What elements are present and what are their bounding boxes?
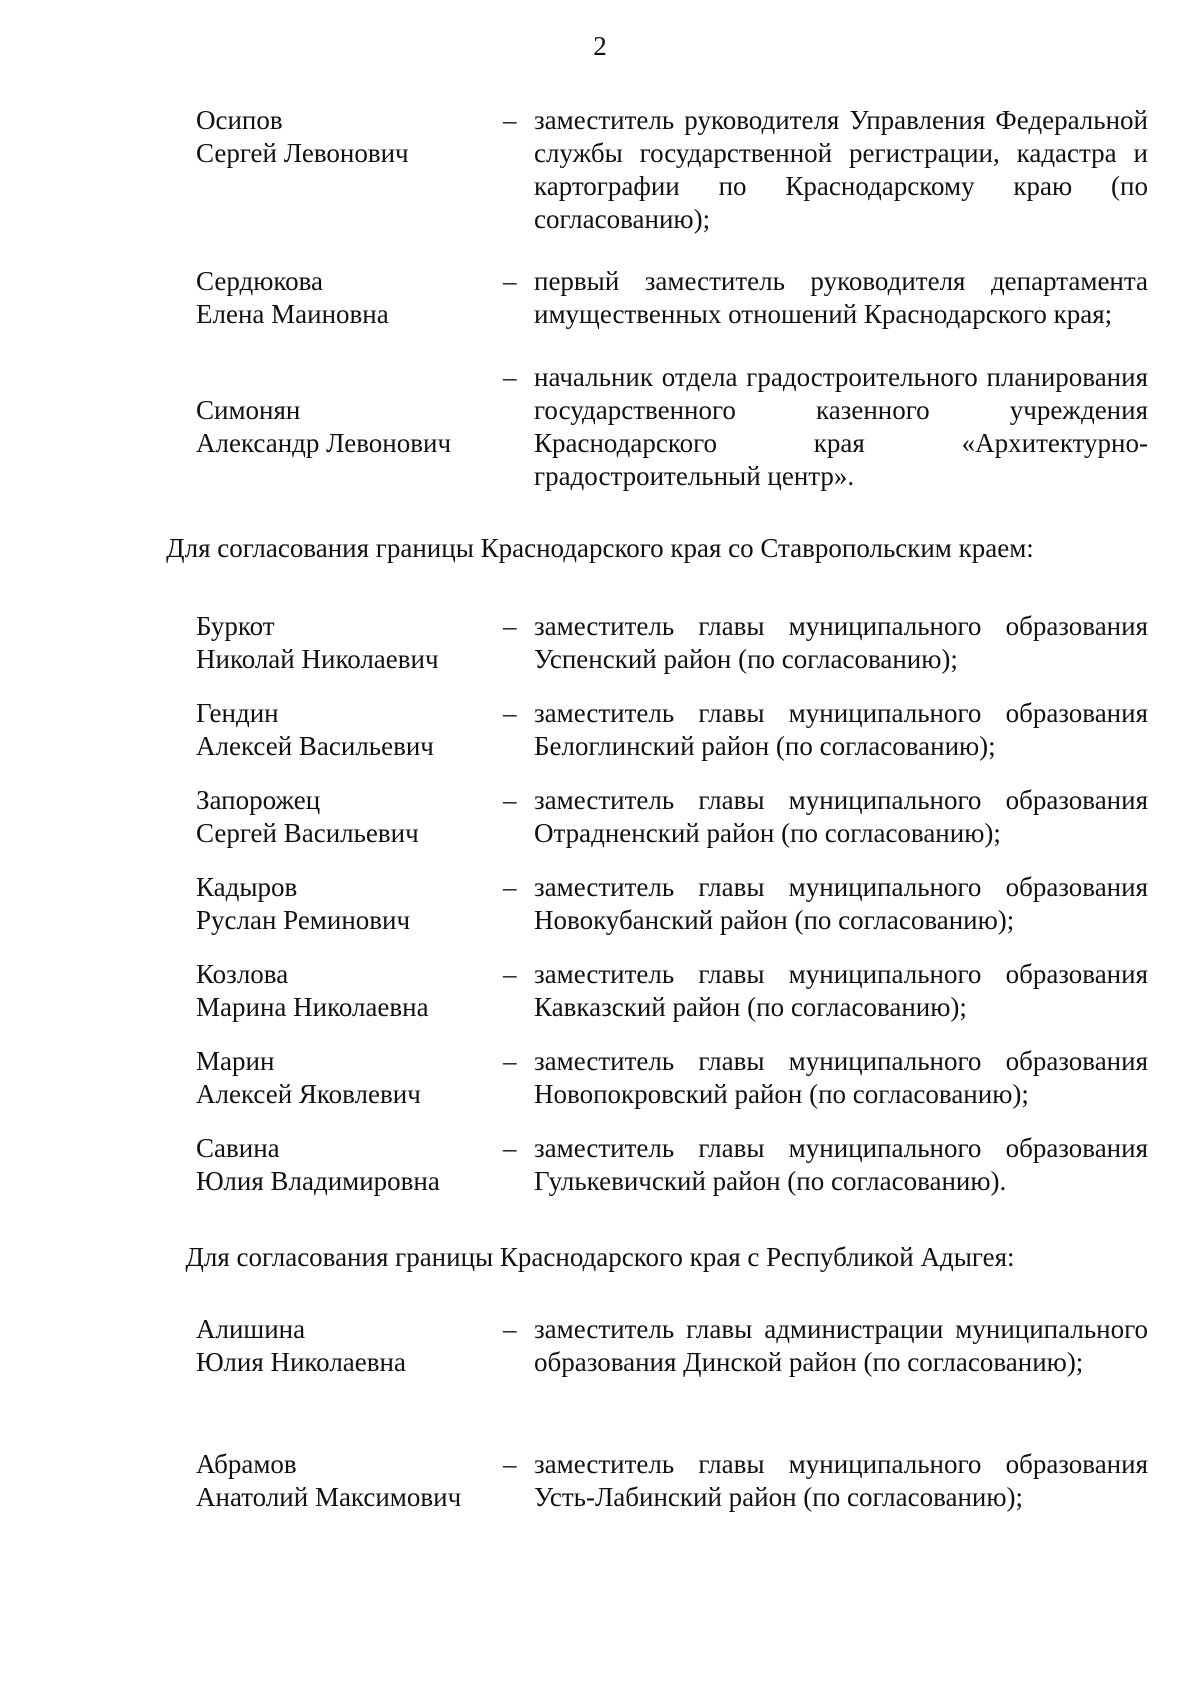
member-role: заместитель главы муниципального образования Новопокровский район (по согласованию); — [534, 1046, 1148, 1109]
dash-separator: – — [503, 872, 517, 902]
member-name — [196, 610, 486, 676]
member-given-name: Елена Маиновна — [196, 299, 389, 329]
member-surname: Кадыров — [196, 872, 298, 902]
member-role: заместитель главы администрации муниципального образования Динской район (по согласованию); — [534, 1314, 1148, 1377]
member-surname: Марин — [196, 1046, 275, 1076]
member-role: заместитель главы муниципального образования Новокубанский район (по согласованию); — [534, 872, 1148, 935]
dash-separator: – — [503, 362, 517, 392]
page-number: 2 — [593, 31, 607, 61]
member-name — [196, 1313, 486, 1379]
member-name — [196, 871, 486, 937]
member-given-name: Сергей Васильевич — [196, 818, 419, 848]
member-surname: Сердюкова — [196, 266, 323, 296]
member-given-name: Анатолий Максимович — [196, 1482, 462, 1512]
member-role: заместитель главы муниципального образования Успенский район (по согласованию); — [534, 611, 1148, 674]
member-name — [196, 784, 486, 850]
member-role: заместитель главы муниципального образования Усть-Лабинский район (по согласованию); — [534, 1449, 1148, 1512]
member-name — [196, 1448, 486, 1514]
member-given-name: Алексей Васильевич — [196, 731, 434, 761]
member-given-name: Николай Николаевич — [196, 644, 439, 674]
dash-separator: – — [503, 785, 517, 815]
member-surname: Алишина — [196, 1314, 306, 1344]
member-role: заместитель руководителя Управления Федеральной службы государственной регистрации, кадастра и картографии по Краснодарскому краю (по согласованию); — [534, 105, 1148, 234]
member-name — [196, 265, 486, 331]
dash-separator: – — [503, 698, 517, 728]
member-name — [196, 1045, 486, 1111]
dash-separator: – — [503, 105, 517, 135]
member-surname: Абрамов — [196, 1449, 297, 1479]
section-heading: Для согласования границы Краснодарского края со Ставропольским краем: — [166, 533, 1034, 563]
member-surname: Козлова — [196, 959, 289, 989]
dash-separator: – — [503, 959, 517, 989]
dash-separator: – — [503, 1314, 517, 1344]
dash-separator: – — [503, 1449, 517, 1479]
member-name — [196, 104, 486, 170]
dash-separator: – — [503, 1046, 517, 1076]
member-role: начальник отдела градостроительного планирования государственного казенного учреждения Краснодарского края «Архитектурно-градостроительный центр». — [534, 362, 1148, 491]
dash-separator: – — [503, 611, 517, 641]
member-surname: Буркот — [196, 611, 275, 641]
member-surname: Савина — [196, 1133, 280, 1163]
member-role: заместитель главы муниципального образования Отрадненский район (по согласованию); — [534, 785, 1148, 848]
dash-separator: – — [503, 1133, 517, 1163]
member-given-name: Александр Левонович — [196, 428, 452, 458]
member-given-name: Марина Николаевна — [196, 992, 429, 1022]
member-surname: Запорожец — [196, 785, 321, 815]
member-role: заместитель главы муниципального образования Гулькевичский район (по согласованию). — [534, 1133, 1148, 1196]
member-surname: Осипов — [196, 105, 283, 135]
member-name — [196, 1132, 486, 1198]
member-surname: Симонян — [196, 395, 301, 425]
member-given-name: Юлия Николаевна — [196, 1347, 406, 1377]
member-role: заместитель главы муниципального образования Кавказский район (по согласованию); — [534, 959, 1148, 1022]
member-name — [196, 958, 486, 1024]
member-surname: Гендин — [196, 698, 279, 728]
member-given-name: Алексей Яковлевич — [196, 1079, 421, 1109]
member-given-name: Юлия Владимировна — [196, 1166, 440, 1196]
section-heading: Для согласования границы Краснодарского края с Республикой Адыгея: — [185, 1242, 1015, 1272]
member-given-name: Сергей Левонович — [196, 138, 409, 168]
member-given-name: Руслан Реминович — [196, 905, 411, 935]
member-name — [196, 697, 486, 763]
member-role: первый заместитель руководителя департамента имущественных отношений Краснодарского края; — [534, 266, 1148, 329]
dash-separator: – — [503, 266, 517, 296]
member-role: заместитель главы муниципального образования Белоглинский район (по согласованию); — [534, 698, 1148, 761]
member-name — [196, 394, 486, 460]
